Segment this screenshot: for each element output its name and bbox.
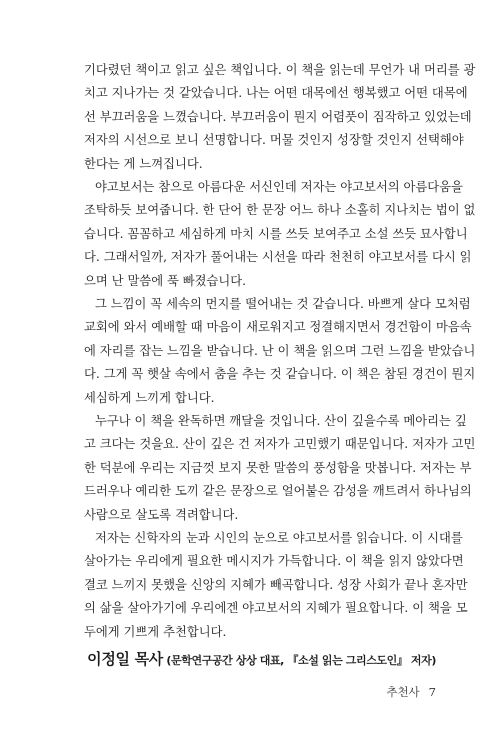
body-line: 저자는 신학자의 눈과 시인의 눈으로 야고보서를 읽습니다. 이 시대를 (95, 531, 463, 545)
body-line: 그 느낌이 꼭 세속의 먼지를 떨어내는 것 같습니다. 바쁘게 살다 모처럼 (95, 297, 471, 311)
body-line: 에 자리를 잡는 느낌을 받습니다. 난 이 책을 읽으며 그런 느낌을 받았습니 (84, 343, 476, 358)
body-line: 치고 지나가는 것 같았습니다. 나는 어떤 대목에선 행복했고 어떤 대목에 (84, 86, 468, 101)
body-line: 사람으로 살도록 격려합니다. (84, 507, 239, 522)
section-label: 추천사 (386, 685, 420, 699)
page-footer (386, 684, 436, 700)
body-line: 세심하게 느끼게 합니다. (84, 390, 215, 405)
body-line: 의 삶을 살아가기에 우리에겐 야고보서의 지혜가 필요합니다. 이 책을 모 (84, 601, 468, 616)
body-line: 저자의 시선으로 보니 선명합니다. 머물 것인지 성장할 것인지 선택해야 (84, 133, 464, 148)
author-credit: (문학연구공간 상상 대표, 『소설 읽는 그리스도인』 저자) (163, 654, 436, 667)
body-line: 누구나 이 책을 완독하면 깨달을 것입니다. 산이 깊을수록 메아리는 깊 (95, 414, 467, 428)
body-line: 습니다. 꼼꼼하고 세심하게 마치 시를 쓰듯 보여주고 소설 쓰듯 묘사합니 (84, 226, 468, 241)
body-line: 살아가는 우리에게 필요한 메시지가 가득합니다. 이 책을 읽지 않았다면 (84, 554, 464, 569)
body-line: 야고보서는 참으로 아름다운 서신인데 저자는 야고보서의 아름다움을 (95, 180, 463, 194)
body-line: 조탁하듯 보여줍니다. 한 단어 한 문장 어느 하나 소홀히 지나치는 법이 없 (84, 203, 476, 218)
body-line: 다. 그게 꼭 햇살 속에서 춤을 추는 것 같습니다. 이 책은 참된 경건이 뭔지 (84, 367, 476, 382)
body-line: 고 크다는 것을요. 산이 깊은 건 저자가 고민했기 때문입니다. 저자가 고민 (84, 437, 476, 452)
body-line: 교회에 와서 예배할 때 마음이 새로워지고 정결해지면서 경건함이 마음속 (84, 320, 472, 335)
body-line: 으며 난 말씀에 푹 빠졌습니다. (84, 273, 247, 288)
body-line: 결코 느끼지 못했을 신앙의 지혜가 빼곡합니다. 성장 사회가 끝나 혼자만 (84, 577, 468, 592)
body-line: 다. 그래서일까, 저자가 풀어내는 시선을 따라 천천히 야고보서를 다시 읽 (84, 250, 472, 265)
body-line: 드러우나 예리한 도끼 같은 문장으로 얼어붙은 감성을 깨트려서 하나님의 (84, 484, 472, 499)
body-line: 한 덕분에 우리는 지금껏 보지 못한 말씀의 풍성함을 맛봅니다. 저자는 부 (84, 460, 472, 475)
signature (87, 649, 436, 671)
body-line: 선 부끄러움을 느꼈습니다. 부끄러움이 뭔지 어렴풋이 짐작하고 있었는데 (84, 109, 472, 124)
author-name: 이정일 목사 (87, 650, 163, 668)
page-number: 7 (428, 685, 436, 699)
body-line: 기다렸던 책이고 읽고 싶은 책입니다. 이 책을 읽는데 무언가 내 머리를 광 (84, 63, 476, 77)
body-line: 한다는 게 느껴집니다. (84, 156, 203, 171)
body-line: 두에게 기쁘게 추천합니다. (84, 624, 227, 639)
